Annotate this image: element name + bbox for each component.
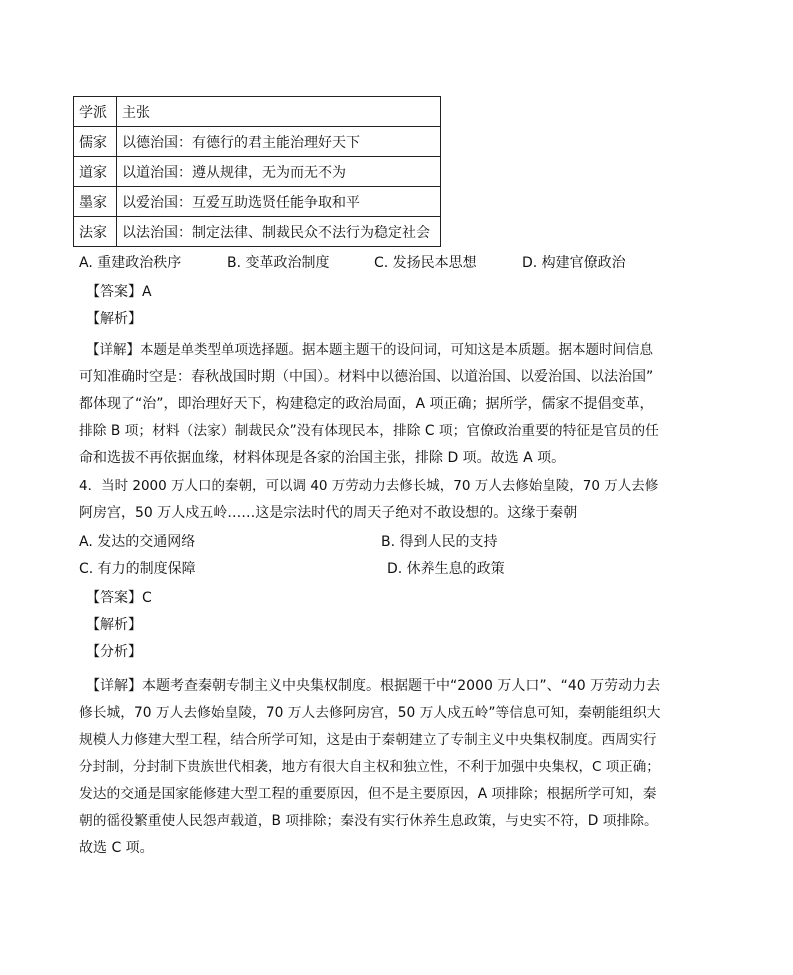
table-cell: 以德治国：有德行的君主能治理好天下 (117, 127, 441, 157)
q4-detail-line: 分封制，分封制下贵族世代相袭，地方有很大自主权和独立性，不利于加强中央集权，C 项正确； (79, 759, 660, 775)
q3-analysis-label: 【解析】 (86, 311, 142, 327)
table-cell: 儒家 (74, 127, 117, 157)
table-header-cell: 学派 (74, 97, 117, 127)
table-header-cell: 主张 (117, 97, 441, 127)
q3-detail-line: 【详解】本题是单类型单项选择题。据本题主题干的设问词，可知这是本质题。据本题时间信息 (86, 342, 653, 358)
table-cell: 以爱治国：互爱互助选贤任能争取和平 (117, 187, 441, 217)
q4-detail-line: 修长城，70 万人去修始皇陵，70 万人去修阿房宫，50 万人戍五岭”等信息可知，秦朝能组织大 (79, 705, 661, 721)
q4-detail-line: 规模人力修建大型工程，结合所学可知，这是由于秦朝建立了专制主义中央集权制度。西周实行 (79, 732, 657, 748)
table-row (74, 127, 441, 157)
q3-detail-line: 都体现了“治”，即治理好天下，构建稳定的政治局面，A 项正确；据所学，儒家不提倡变革， (79, 396, 654, 412)
table-cell: 墨家 (74, 187, 117, 217)
q4-fenxi-label: 【分析】 (86, 644, 142, 660)
table-cell: 以道治国：遵从规律，无为而无不为 (117, 157, 441, 187)
q3-option-b: B. 变革政治制度 (227, 255, 330, 271)
q4-answer: 【答案】C (86, 590, 152, 606)
table-row (74, 187, 441, 217)
table-row (74, 157, 441, 187)
q4-detail-line: 发达的交通是国家能修建大型工程的重要原因，但不是主要原因，A 项排除；根据所学可知，秦 (79, 786, 657, 802)
q3-detail-line: 可知准确时空是：春秋战国时期（中国）。材料中以德治国、以道治国、以爱治国、以法治国” (79, 369, 654, 385)
schools-table (73, 96, 441, 247)
q4-option-a: A. 发达的交通网络 (79, 534, 196, 550)
q4-detail-line: 朝的徭役繁重使人民怨声载道，B 项排除；秦没有实行休养生息政策，与史实不符，D 项排除。 (79, 813, 658, 829)
table-cell: 法家 (74, 217, 117, 247)
q3-detail-line: 排除 B 项；材料（法家）制裁民众”没有体现民本，排除 C 项；官僚政治重要的特征是官员的任 (79, 423, 659, 439)
q4-detail-line: 故选 C 项。 (79, 840, 154, 856)
table-row (74, 217, 441, 247)
table-cell: 以法治国：制定法律、制裁民众不法行为稳定社会 (117, 217, 441, 247)
table-cell: 道家 (74, 157, 117, 187)
q3-detail-line: 命和选拔不再依据血缘，材料体现是各家的治国主张，排除 D 项。故选 A 项。 (79, 450, 566, 466)
q4-analysis-label: 【解析】 (86, 617, 142, 633)
table-header-row (74, 97, 441, 127)
q4-stem-line: 4．当时 2000 万人口的秦朝，可以调 40 万劳动力去修长城，70 万人去修始皇陵，70 万人去修 (79, 478, 659, 494)
q4-option-c: C. 有力的制度保障 (79, 561, 196, 577)
q3-option-a: A. 重建政治秩序 (79, 255, 182, 271)
q3-answer: 【答案】A (86, 284, 152, 300)
q4-detail-line: 【详解】本题考查秦朝专制主义中央集权制度。根据题干中“2000 万人口”、“40 万劳动力去 (86, 678, 661, 694)
q3-option-c: C. 发扬民本思想 (374, 255, 477, 271)
q3-option-d: D. 构建官僚政治 (522, 255, 626, 271)
q4-stem-line: 阿房宫，50 万人戍五岭……这是宗法时代的周天子绝对不敢设想的。这缘于秦朝 (79, 505, 578, 521)
q4-option-d: D. 休养生息的政策 (387, 561, 505, 577)
q4-option-b: B. 得到人民的支持 (381, 534, 498, 550)
